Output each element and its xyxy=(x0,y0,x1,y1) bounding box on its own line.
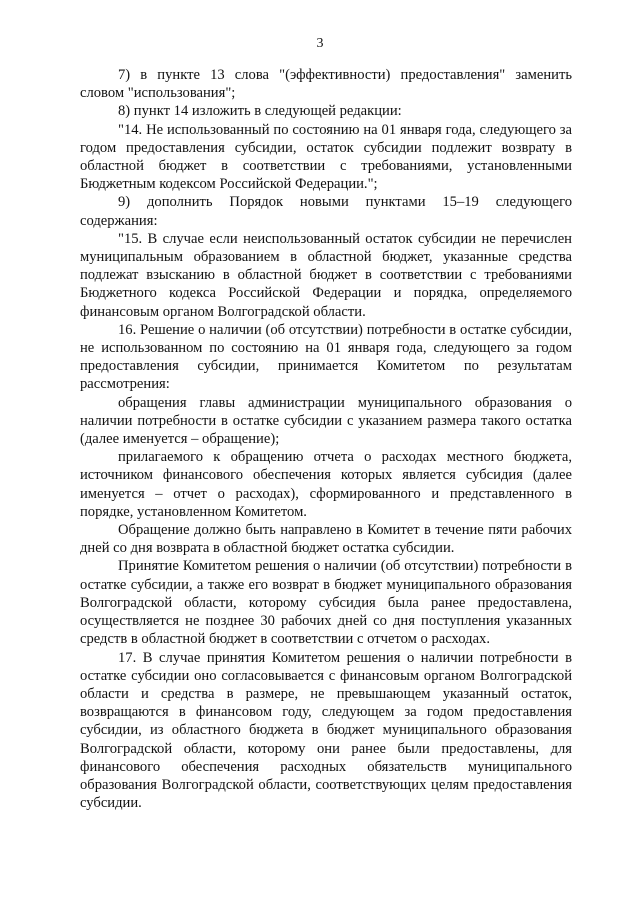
paragraph-point-16: 16. Решение о наличии (об отсутствии) потребности в остатке субсидии, не использованном по состоянию на 01 января года, следующего за годом предоставления субсидии, принимается Комитетом по результатам рассмотрения: xyxy=(80,321,572,393)
page-number: 3 xyxy=(316,36,324,51)
paragraph-point-17: 17. В случае принятия Комитетом решения о наличии потребности в остатке субсидии оно согласовывается с финансовым органом Волгоградской области и средства в размере, не превышающем указанный остаток, возвращаются в финансовом году, следующем за годом предоставления субсидии, из областного бюджета в бюджет муниципального образования Волгоградской области, которому они ранее были предоставлены, для финансового обеспечения расходных обязательств муниципального образования Волгоградской области, соответствующих целям предоставления субсидии. xyxy=(80,649,572,812)
paragraph-item-8: 8) пункт 14 изложить в следующей редакции: xyxy=(118,103,402,120)
paragraph-appeal-deadline: Обращение должно быть направлено в Комитет в течение пяти рабочих дней со дня возврата в областной бюджет остатка субсидии. xyxy=(80,522,572,557)
paragraph-appeal: обращения главы администрации муниципального образования о наличии потребности в остатке субсидии с указанием размера такого остатка (далее именуется – обращение); xyxy=(80,394,572,448)
paragraph-expense-report: прилагаемого к обращению отчета о расходах местного бюджета, источником финансового обеспечения которых является субсидия (далее именуется – отчет о расходах), сформированного и представленного в порядке, установленном Комитетом. xyxy=(80,449,572,520)
paragraph-item-9: 9) дополнить Порядок новыми пунктами 15–19 следующего содержания: xyxy=(80,194,572,229)
paragraph-point-14: "14. Не использованный по состоянию на 01 января года, следующего за годом предоставления субсидии, остаток субсидии подлежит возврату в областной бюджет в соответствии с требованиями, установленными Бюджетным кодексом Российской Федерации."; xyxy=(80,121,572,193)
paragraph-point-15: "15. В случае если неиспользованный остаток субсидии не перечислен муниципальным образованием в областной бюджет, указанные средства подлежат взысканию в областной бюджет в соответствии с требованиями Бюджетного кодекса Российской Федерации и порядка, определяемого финансовым органом Волгоградской области. xyxy=(80,230,572,320)
document-body xyxy=(80,66,572,812)
paragraph-decision-deadline: Принятие Комитетом решения о наличии (об отсутствии) потребности в остатке субсидии, а также его возврат в бюджет муниципального образования Волгоградской области, которому субсидия была ранее предоставлена, осуществляется не позднее 30 рабочих дней со дня поступления указанных средств в областной бюджет в соответствии с отчетом о расходах. xyxy=(80,558,572,648)
paragraph-item-7: 7) в пункте 13 слова "(эффективности) предоставления" заменить словом "использования"; xyxy=(80,67,572,102)
